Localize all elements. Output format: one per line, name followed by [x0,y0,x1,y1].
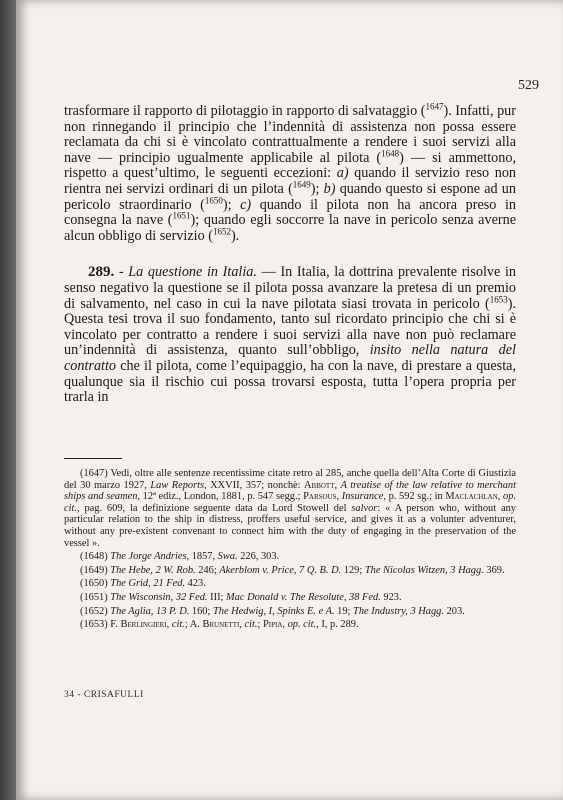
footnote-1649: (1649) The Hebe, 2 W. Rob. 246; Akerblom v. Price, 7 Q. B. D. 129; The Nicolas Witzen, 3 Hagg. 369. [80,564,505,576]
paragraph-1: trasformare il rapporto di pilotaggio in rapporto di salvataggio ($^{1647}$). Infatti, pur non rinnegando il principio che l’indennità di assistenza non possa essere reclamata da chi si è vincolato contrattualmente a rendere i suoi servizi alla nave — principio ugualmente applicabile al pilota ($^{1648}$) — si ammettono, rispetto a quest’ultimo, le seguenti eccezioni: a) quando il servizio reso non rientra nei servizi ordinari di un pilota ($^{1649}$); b) quando questo si espone ad un pericolo straordinario ($^{1650}$); c) quando il pilota non ha ancora preso in consegna la nave ($^{1651}$); quando egli soccorre la nave in pericolo senza averne alcun obbligo di servizio ($^{1652}$). [64,101,517,244]
note-ref-1651[interactable]: 1651 [172,210,191,221]
note-ref-1647[interactable]: 1647 [425,101,444,112]
page-number: 529 [518,78,539,93]
page-sheet [16,0,563,800]
section-number: 289. [88,264,115,281]
footnote-1648: (1648) The Jorge Andries, 1857, Swa. 226, 303. [80,551,280,563]
note-ref-1648[interactable]: 1648 [381,148,400,159]
footnote-1647: (1647) Vedi, oltre alle sentenze recentissime citate retro al 285, anche quella dell’Alta Corte di Giustizia del 30 marzo 1927, Law Reports, XXVII, 357; nonchè: Abbott, A treatise of the law relative to merchant ships and seamen, 12ª ediz., London, 1881, p. 547 segg.; Parsous, Insurance, p. 592 sg.; in Maclachlan, op. cit., pag. 609, la definizione seguente data da Lord Stowell del salvor: « A person who, without any particular relation to the ship in distress, proffers useful service, and gives it as a volunter adventurer, without any pre-existent convenant to connect him with the duty of engaging in the preservation of the vessel ». [64,468,516,549]
main-text [64,101,517,406]
note-ref-1649[interactable]: 1649 [292,179,311,190]
footnote-1652: (1652) The Aglia, 13 P. D. 160; The Hedwig, I, Spinks E. e A. 19; The Industry, 3 Hagg. 203. [80,605,465,617]
printer-signature: 34 - CRISAFULLI [64,690,144,700]
footnote-1653: (1653) F. Berlingieri, cit.; A. Brunetti, cit.; Pipia, op. cit., I, p. 289. [80,619,359,631]
note-ref-1650[interactable]: 1650 [204,194,223,205]
footnote-1650: (1650) The Grid, 21 Fed. 423. [80,578,206,590]
binding-shadow [0,0,16,800]
section-289: 289. - La questione in Italia. — In Italia, la dottrina prevalente risolve in senso negativo la questione se il pilota possa avanzare la pretesa di un premio di salvamento, nel caso in cui la nave pilotata siasi trovata in pericolo ($^{1653}$). Questa tesi trova il suo fondamento, tanto sul ricordato principio che chi si è vincolato per contratto a rendere i suoi servizi alla nave non può reclamare un’indennità di assistenza, quanto sull’obbligo, insito nella natura del contratto che il pilota, come l’equipaggio, ha con la nave, di prestare a questa, qualunque sia il rischio cui possa trovarsi esposta, tutta l’opera propria per trarla in [64,264,516,406]
footnotes [64,468,516,633]
footnote-1651: (1651) The Wisconsin, 32 Fed. III; Mac Donald v. The Resolute, 38 Fed. 923. [80,591,402,603]
section-title: La questione in Italia. [128,264,257,281]
note-ref-1653[interactable]: 1653 [489,293,508,304]
footnote-divider [64,458,122,459]
note-ref-1652[interactable]: 1652 [212,226,231,237]
